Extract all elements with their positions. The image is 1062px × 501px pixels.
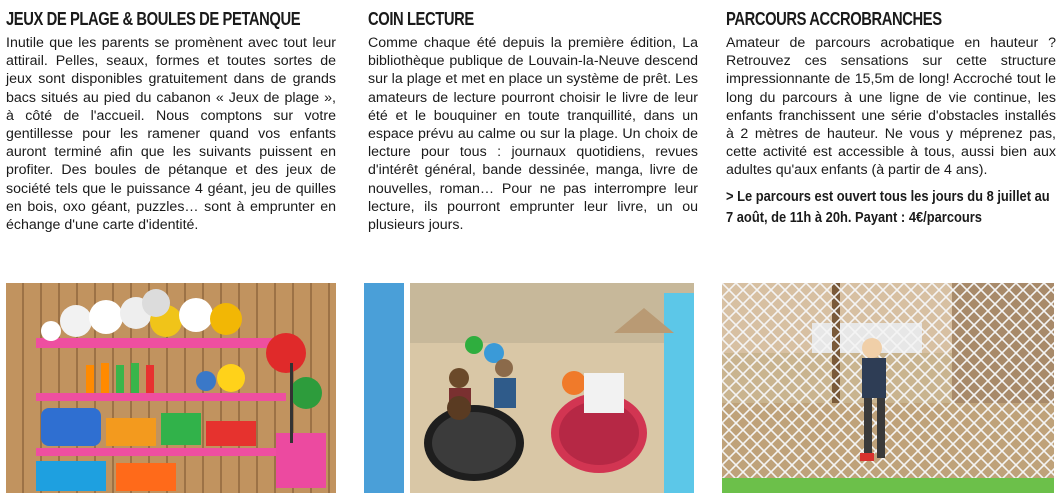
schedule-note: > Le parcours est ouvert tous les jours du 8 juillet au 7 août, de 11h à 20h. Payant : 4€/parcours bbox=[726, 187, 1050, 226]
section-title: JEUX DE PLAGE & BOULES DE PETANQUE bbox=[6, 9, 301, 29]
section-title: PARCOURS ACCROBRANCHES bbox=[726, 9, 942, 29]
photo-beach-toys bbox=[6, 283, 336, 493]
section-reading-corner bbox=[368, 6, 698, 234]
section-accrobranche bbox=[726, 6, 1056, 228]
section-body: Inutile que les parents se promènent avec tout leur attirail. Pelles, seaux, formes et toutes sortes de jeux sont disponibles gratuitement dans de grands bacs situés au pied du cabanon « Jeux de plage », à côté de l'accueil. Nous comptons sur votre gentillesse pour les ramener quand vos enfants auront terminé afin que les suivants puissent en profiter. Des boules de pétanque et des jeux de société tels que le puissance 4 géant, jeu de quilles en bois, oxo géant, puzzles… sont à emprunter en échange d'une carte d'identité. bbox=[6, 35, 336, 234]
section-body: Amateur de parcours acrobatique en hauteur ? Retrouvez ces sensations sur cette structure impressionnante de 15,5m de long! Accroché tout le long du parcours à une ligne de vie continue, les enfants franchissent une série d'obstacles installés à 2 mètres de hauteur. Ne vous y méprenez pas, cette activité est accessible à tous, aussi bien aux adultes qu'aux enfants (à partir de 4 ans). bbox=[726, 35, 1056, 179]
photo-accrobranche bbox=[722, 283, 1054, 493]
section-beach-games bbox=[6, 6, 336, 234]
section-body: Comme chaque été depuis la première édition, La bibliothèque publique de Louvain-la-Neuve descend sur la plage et met en place un système de prêt. Les amateurs de lecture pourront choisir le livre de leur été et le bouquiner en toute tranquillité, dans un espace prévu au calme ou sur la plage. Un choix de lecture pour tous : journaux quotidiens, revues d'intérêt général, bande dessinée, manga, livre de nouvelles, roman… Pour ne pas interrompre leur lecture, ils pourront emprunter leur livre, un ou plusieurs jours. bbox=[368, 35, 698, 234]
section-title: COIN LECTURE bbox=[368, 9, 474, 29]
photo-reading-corner bbox=[364, 283, 694, 493]
